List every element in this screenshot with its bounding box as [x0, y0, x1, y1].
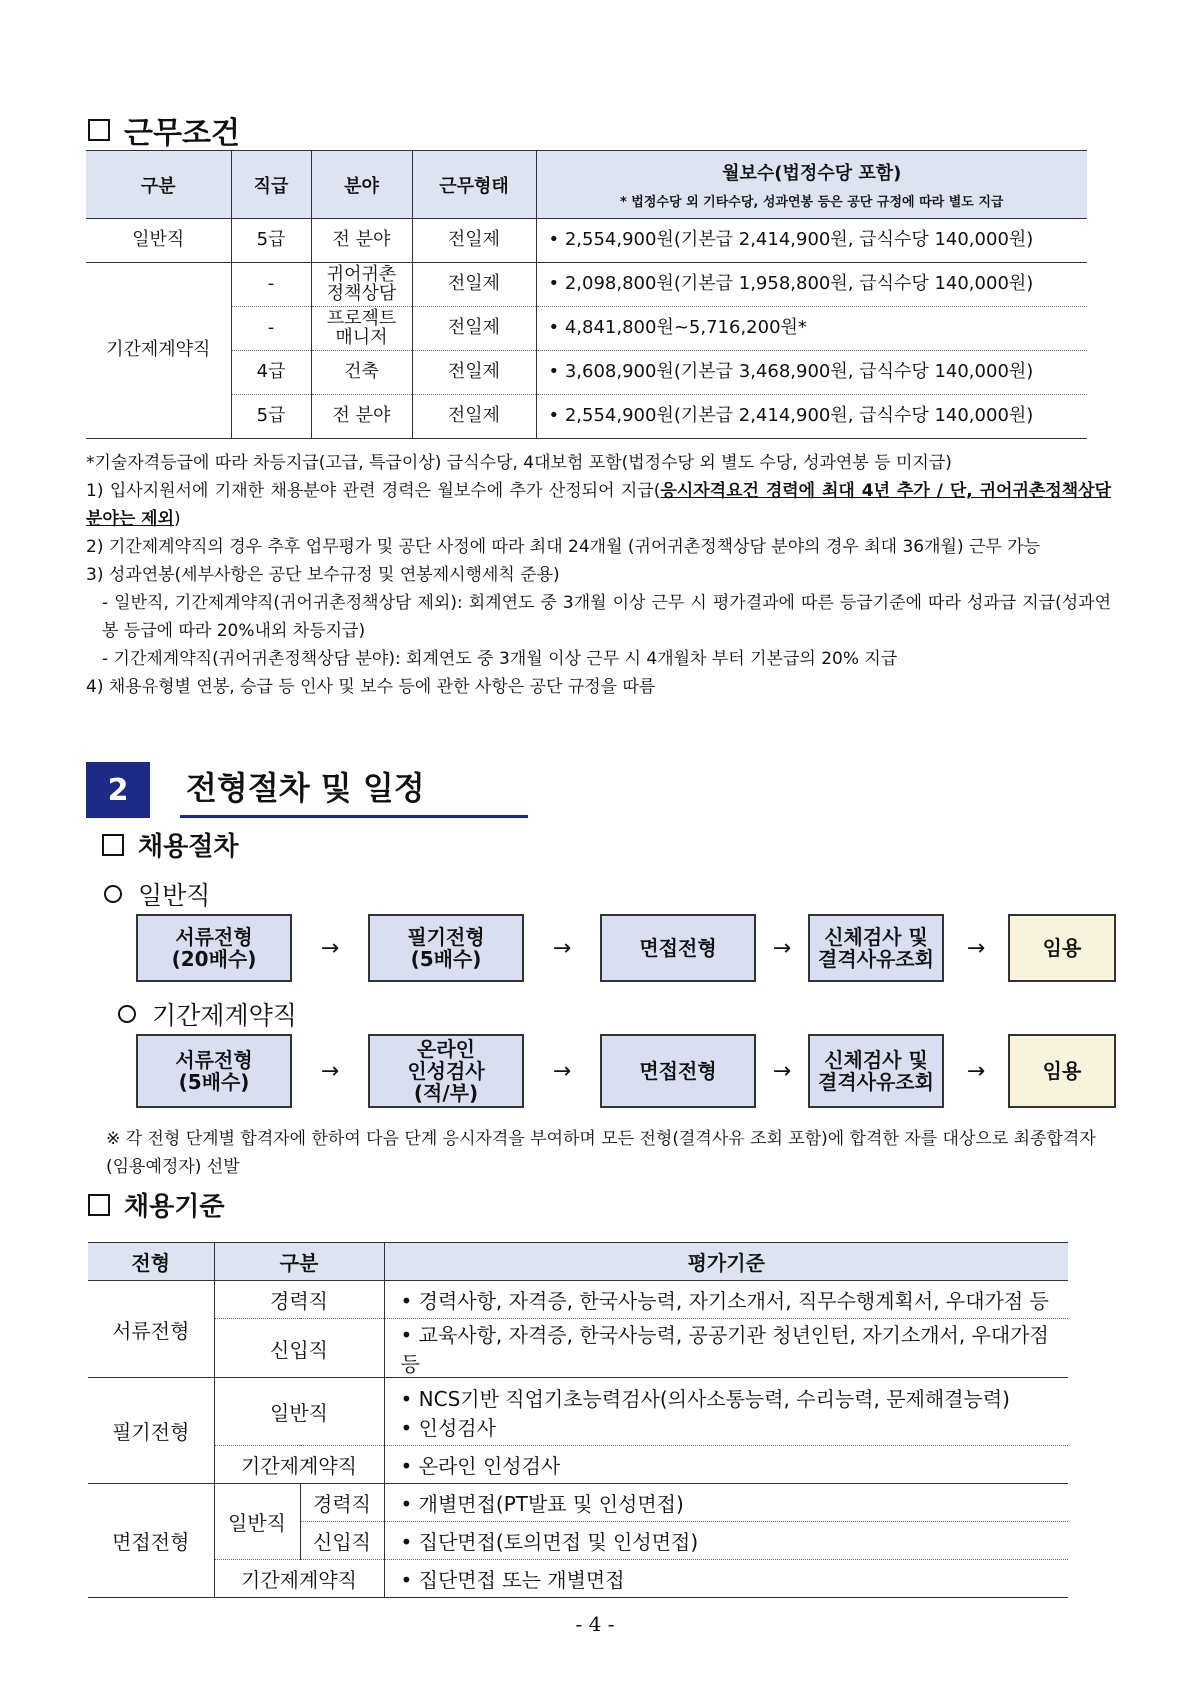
table-header-row: 전형 구분 평가기준	[88, 1243, 1068, 1281]
section-number: 2	[86, 762, 150, 818]
section-2-header	[86, 762, 528, 818]
table-row: - 프로젝트 매니저 전일제 • 4,841,800원~5,716,200원*	[86, 307, 1087, 351]
circle-icon	[118, 1005, 136, 1023]
circle-icon	[104, 885, 122, 903]
table-row: 기간제계약직 - 귀어귀촌 정책상담 전일제 • 2,098,800원(기본급 1,958,800원, 급식수당 140,000원)	[86, 263, 1087, 307]
page-number: - 4 -	[575, 1612, 615, 1636]
flow-step-final: 임용	[1008, 1034, 1116, 1108]
note-star: *기술자격등급에 따라 차등지급(고급, 특급이상) 급식수당, 4대보험 포함(법정수당 외 별도 수당, 성과연봉 등 미지급)	[86, 453, 952, 473]
contract-process-label: 기간제계약직	[118, 996, 297, 1032]
checkbox-square-icon	[88, 1194, 110, 1216]
note-2: 2) 기간제계약직의 경우 추후 업무평가 및 공단 사정에 따라 최대 24개월 (귀어귀촌정책상담 분야의 경우 최대 36개월) 근무 가능	[86, 537, 1041, 557]
flow-step: 면접전형	[600, 914, 756, 982]
flow-step: 온라인 인성검사 (적/부)	[368, 1034, 524, 1108]
note-1: 1) 입사지원서에 기재한 채용분야 관련 경력은 월보수에 추가 산정되어 지급(응시자격요건 경력에 최대 4년 추가 / 단, 귀어귀촌정책상담 분야는 제외)	[86, 481, 1111, 529]
header-type: 근무형태	[412, 151, 536, 219]
flow-step: 서류전형 (20배수)	[136, 914, 292, 982]
header-grade: 직급	[231, 151, 311, 219]
table-row: 서류전형 경력직 • 경력사항, 자격증, 한국사능력, 자기소개서, 직무수행계획서, 우대가점 등	[88, 1281, 1068, 1319]
general-process-label: 일반직	[104, 876, 210, 912]
criteria-table	[88, 1242, 1068, 1598]
arrow-right-icon: →	[552, 935, 572, 961]
flow-step: 신체검사 및 결격사유조회	[808, 1034, 944, 1108]
arrow-right-icon: →	[320, 935, 340, 961]
table-row: 4급 건축 전일제 • 3,608,900원(기본급 3,468,900원, 급식수당 140,000원)	[86, 351, 1087, 395]
flow-step-final: 임용	[1008, 914, 1116, 982]
flow-step: 필기전형 (5배수)	[368, 914, 524, 982]
note-3a: - 일반직, 기간제계약직(귀어귀촌정책상담 제외): 회계연도 중 3개월 이상 근무 시 평가결과에 따른 등급기준에 따라 성과급 지급(성과연봉 등급에 따라 20%내외 차등지급)	[102, 593, 1111, 641]
header-field: 분야	[311, 151, 412, 219]
table-row: 5급 전 분야 전일제 • 2,554,900원(기본급 2,414,900원, 급식수당 140,000원)	[86, 395, 1087, 439]
table-row: 기간제계약직 • 온라인 인성검사	[88, 1446, 1068, 1484]
work-conditions-heading: 근무조건	[88, 108, 240, 152]
flow-step: 면접전형	[600, 1034, 756, 1108]
work-conditions-table	[86, 150, 1087, 439]
table-row: 신입직 • 교육사항, 자격증, 한국사능력, 공공기관 청년인턴, 자기소개서, 우대가점 등	[88, 1319, 1068, 1378]
table-row: 필기전형 일반직 • NCS기반 직업기초능력검사(의사소통능력, 수리능력, 문제해결능력) • 인성검사	[88, 1378, 1068, 1446]
note-4: 4) 채용유형별 연봉, 승급 등 인사 및 보수 등에 관한 사항은 공단 규정을 따름	[86, 677, 656, 697]
arrow-right-icon: →	[966, 1058, 986, 1084]
arrow-right-icon: →	[772, 935, 792, 961]
checkbox-square-icon	[102, 834, 124, 856]
table-row: 일반직 5급 전 분야 전일제 • 2,554,900원(기본급 2,414,900원, 급식수당 140,000원)	[86, 219, 1087, 263]
arrow-right-icon: →	[966, 935, 986, 961]
header-pay: 월보수(법정수당 포함) * 법정수당 외 기타수당, 성과연봉 등은 공단 규정에 따라 별도 지급	[536, 151, 1087, 219]
section-title: 전형절차 및 일정	[180, 763, 528, 818]
arrow-right-icon: →	[552, 1058, 572, 1084]
flow-step: 서류전형 (5배수)	[136, 1034, 292, 1108]
table-row: 기간제계약직 • 집단면접 또는 개별면접	[88, 1560, 1068, 1598]
arrow-right-icon: →	[320, 1058, 340, 1084]
table-header-row	[86, 151, 1087, 219]
work-conditions-notes	[86, 449, 1111, 701]
table-row: 신입직 • 집단면접(토의면접 및 인성면접)	[88, 1522, 1068, 1560]
arrow-right-icon: →	[772, 1058, 792, 1084]
note-3b: - 기간제계약직(귀어귀촌정책상담 분야): 회계연도 중 3개월 이상 근무 시 4개월차 부터 기본급의 20% 지급	[102, 649, 898, 669]
flow-step: 신체검사 및 결격사유조회	[808, 914, 944, 982]
process-note: ※ 각 전형 단계별 합격자에 한하여 다음 단계 응시자격을 부여하며 모든 전형(결격사유 조회 포함)에 합격한 자를 대상으로 최종합격자(임용예정자) 선발	[106, 1129, 1096, 1177]
criteria-heading: 채용기준	[88, 1186, 224, 1223]
header-category: 구분	[86, 151, 231, 219]
process-heading: 채용절차	[102, 826, 238, 863]
note-3: 3) 성과연봉(세부사항은 공단 보수규정 및 연봉제시행세칙 준용)	[86, 565, 560, 585]
table-row: 면접전형 일반직 경력직 • 개별면접(PT발표 및 인성면접)	[88, 1484, 1068, 1522]
checkbox-square-icon	[88, 119, 110, 141]
general-process-flow	[136, 914, 1116, 982]
contract-process-flow	[136, 1034, 1116, 1108]
